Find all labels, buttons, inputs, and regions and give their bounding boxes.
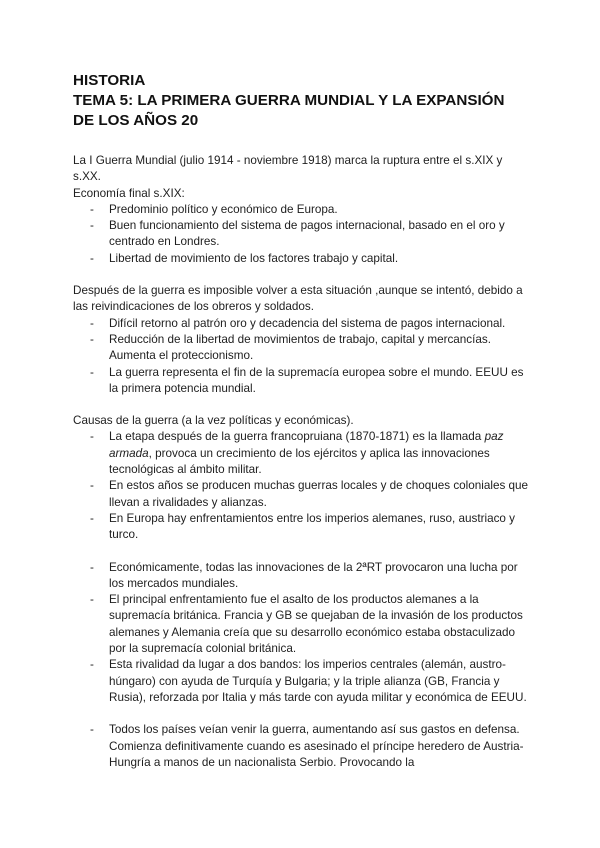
paragraph-gap bbox=[73, 397, 533, 413]
causes-list-2 bbox=[73, 560, 533, 707]
dash-bullet: - bbox=[90, 316, 94, 330]
list-item bbox=[73, 657, 533, 706]
document-title bbox=[73, 71, 543, 131]
list-item bbox=[73, 332, 533, 365]
after-war-paragraph: Después de la guerra es imposible volver a esta situación ,aunque se intentó, debido a las reivindicaciones de los obreros y soldados. bbox=[73, 284, 523, 314]
dash-bullet: - bbox=[90, 251, 94, 265]
list-item-text: Económicamente, todas las innovaciones de la 2ªRT provocaron una lucha por los mercados mundiales. bbox=[109, 560, 518, 590]
list-item bbox=[73, 722, 533, 771]
causes-list-1 bbox=[73, 429, 533, 543]
list-item bbox=[73, 316, 533, 332]
title-topic-line-2: DE LOS AÑOS 20 bbox=[73, 112, 199, 129]
list-item bbox=[73, 592, 533, 657]
list-item-text: La guerra representa el fin de la supremacía europea sobre el mundo. EEUU es la primera potencia mundial. bbox=[109, 365, 524, 395]
list-item-text-post: , provoca un crecimiento de los ejércitos y aplica las innovaciones tecnológicas al ámbito militar. bbox=[109, 446, 490, 477]
list-item-text: Todos los países veían venir la guerra, aumentando así sus gastos en defensa. Comienza definitivamente cuando es asesinado el príncipe heredero de Austria-Hungría a manos de un nacionalista Serbio. Provocando la bbox=[109, 723, 524, 769]
list-item-text: Predominio político y económico de Europa. bbox=[109, 202, 338, 216]
list-item-text: Difícil retorno al patrón oro y decadencia del sistema de pagos internacional. bbox=[109, 316, 506, 330]
list-item bbox=[73, 202, 533, 218]
dash-bullet: - bbox=[90, 202, 94, 216]
list-item-emphasis: paz armada bbox=[109, 430, 504, 460]
title-subject: HISTORIA bbox=[73, 72, 146, 89]
list-item bbox=[73, 429, 533, 478]
economy-heading: Economía final s.XIX: bbox=[73, 186, 185, 200]
dash-bullet: - bbox=[90, 560, 94, 574]
after-war-list bbox=[73, 316, 533, 397]
dash-bullet: - bbox=[90, 658, 94, 672]
list-item-text-pre: La etapa después de la guerra francopruiana (1870-1871) es la llamada bbox=[109, 430, 485, 444]
list-item bbox=[73, 251, 533, 267]
intro-paragraph: La I Guerra Mundial (julio 1914 - noviembre 1918) marca la ruptura entre el s.XIX y s.XX. bbox=[73, 154, 503, 184]
list-gap bbox=[73, 706, 533, 722]
list-item-text: En estos años se producen muchas guerras locales y de choques coloniales que llevan a rivalidades y alianzas. bbox=[109, 479, 529, 509]
dash-bullet: - bbox=[90, 511, 94, 525]
list-item bbox=[73, 218, 533, 251]
dash-bullet: - bbox=[90, 365, 94, 379]
list-item-text: Esta rivalidad da lugar a dos bandos: los imperios centrales (alemán, austro-húngaro) con ayuda de Turquía y Bulgaria; y la triple alianza (GB, Francia y Rusia), reforzada por Italia y más tarde con ayuda militar y económica de EEUU. bbox=[109, 658, 527, 704]
list-item-text: El principal enfrentamiento fue el asalto de los productos alemanes a la supremacía británica. Francia y GB se quejaban de la invasión de los productos alemanes y Alemania creía que su desarrollo económico estaba obstaculizado por la supremacía colonial británica. bbox=[109, 593, 523, 656]
list-gap bbox=[73, 544, 533, 560]
list-item bbox=[73, 511, 533, 544]
list-item-text: Reducción de la libertad de movimientos de trabajo, capital y mercancías. Aumenta el proteccionismo. bbox=[109, 332, 491, 363]
dash-bullet: - bbox=[90, 219, 94, 233]
dash-bullet: - bbox=[90, 430, 94, 444]
economy-list bbox=[73, 202, 533, 267]
list-item-text: Libertad de movimiento de los factores trabajo y capital. bbox=[109, 251, 399, 265]
list-item-text: En Europa hay enfrentamientos entre los imperios alemanes, ruso, austriaco y turco. bbox=[109, 511, 516, 542]
dash-bullet: - bbox=[90, 723, 94, 737]
dash-bullet: - bbox=[90, 593, 94, 607]
title-topic-line-1: TEMA 5: LA PRIMERA GUERRA MUNDIAL Y LA EXPANSIÓN bbox=[73, 92, 505, 109]
list-item-text: Buen funcionamiento del sistema de pagos internacional, basado en el oro y centrado en Londres. bbox=[109, 219, 505, 249]
dash-bullet: - bbox=[90, 479, 94, 493]
causes-list-3 bbox=[73, 722, 533, 771]
causes-heading: Causas de la guerra (a la vez políticas y económicas). bbox=[73, 414, 354, 428]
list-item bbox=[73, 560, 533, 593]
document-body bbox=[73, 153, 533, 771]
list-item bbox=[73, 365, 533, 398]
paragraph-gap bbox=[73, 267, 533, 283]
list-item bbox=[73, 478, 533, 511]
dash-bullet: - bbox=[90, 332, 94, 346]
